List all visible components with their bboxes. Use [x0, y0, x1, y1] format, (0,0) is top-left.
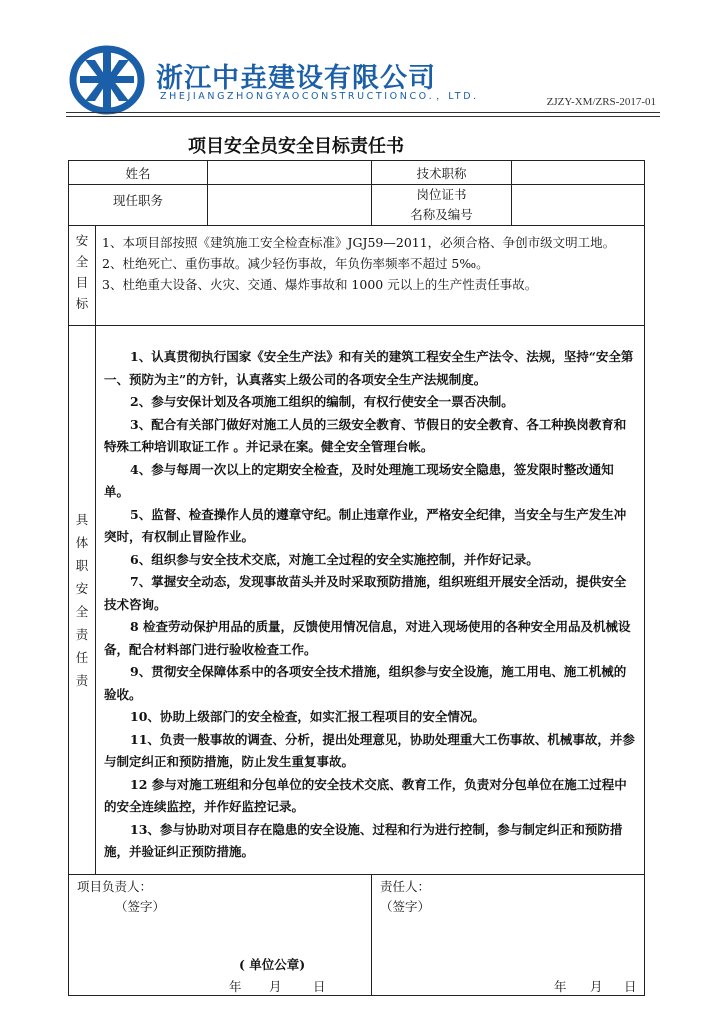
goals-label-char: 安 [75, 233, 89, 248]
right-date-year: 年 [554, 978, 567, 994]
cert-label-line2: 名称及编号 [410, 207, 473, 222]
project-leader-sign-hint: （签字） [115, 898, 166, 914]
goal-item: 1、本项目部按照《建筑施工安全检查标准》JGJ59—2011，必须合格、争创市级文明工地。 [102, 235, 616, 250]
resp-label-char: 全 [75, 603, 89, 619]
tech-title-value [512, 161, 645, 185]
name-label: 姓名 [69, 161, 208, 185]
position-value [208, 185, 372, 226]
position-label: 现任职务 [69, 185, 208, 226]
goal-item: 2、杜绝死亡、重伤事故。减少轻伤事故，年负伤率频率不超过 5‰。 [102, 256, 489, 271]
resp-label-char: 任 [75, 649, 89, 665]
responsibility-item: 11、负责一般事故的调查、分析，提出处理意见，协助处理重大工伤事故、机械事故，并参与制定纠正和预防措施，防止发生重复事故。 [104, 731, 635, 769]
responsibility-item: 5、监督、检查操作人员的遵章守纪。制止违章作业，严格安全纪律，当安全与生产发生冲突时，有权制止冒险作业。 [104, 506, 627, 544]
goals-label [69, 226, 96, 326]
right-date-month: 月 [590, 978, 603, 994]
right-date-day: 日 [624, 978, 637, 994]
name-value [208, 161, 372, 185]
project-leader-sign-cell [69, 874, 372, 995]
resp-label-char: 体 [75, 534, 89, 550]
responsibilities-label [69, 326, 96, 875]
goals-label-char: 全 [75, 254, 89, 269]
left-date-day: 日 [313, 978, 326, 994]
responsible-person-sign-cell [372, 874, 645, 995]
responsibility-item: 13、参与协助对项目存在隐患的安全设施、过程和行为进行控制，参与制定纠正和预防措施，并验证纠正预防措施。 [104, 821, 623, 859]
left-date-year: 年 [229, 978, 242, 994]
responsibility-item: 9、贯彻安全保障体系中的各项安全技术措施，组织参与安全设施，施工用电、施工机械的验收。 [104, 664, 627, 702]
responsibility-form [68, 160, 645, 996]
page-title: 项目安全员安全目标责任书 [188, 136, 404, 157]
project-leader-label: 项目负责人： [77, 878, 153, 894]
responsibilities-content [96, 326, 645, 875]
responsible-person-sign-hint: （签字） [380, 898, 431, 914]
header-divider [66, 112, 660, 113]
responsible-person-label: 责任人： [380, 878, 431, 894]
goals-content [96, 226, 645, 326]
left-date-month: 月 [269, 978, 282, 994]
document-code: ZJZY-XM/ZRS-2017-01 [546, 96, 656, 108]
goals-label-char: 目 [75, 275, 89, 290]
responsibility-item: 6、组织参与安全技术交底，对施工全过程的安全实施控制，并作好记录。 [130, 551, 539, 567]
resp-label-char: 具 [75, 511, 89, 527]
responsibility-item: 12 参与对施工班组和分包单位的安全技术交底、教育工作，负责对分包单位在施工过程中的安全连续监控，并作好监控记录。 [104, 776, 627, 814]
responsibility-item: 8 检查劳动保护用品的质量，反馈使用情况信息，对进入现场使用的各种安全用品及机械设备，配合材料部门进行验收检查工作。 [104, 619, 631, 657]
responsibility-item: 1、认真贯彻执行国家《安全生产法》和有关的建筑工程安全生产法令、法规，坚持“安全第一、预防为主”的方针，认真落实上级公司的各项安全生产法规制度。 [104, 349, 634, 387]
responsibility-item: 7、掌握安全动态，发现事故苗头并及时采取预防措施，组织班组开展安全活动，提供安全技术咨询。 [104, 574, 627, 612]
company-name-cn: 浙江中垚建设有限公司 [156, 63, 436, 94]
header-divider-thin [66, 116, 660, 117]
resp-label-char: 职 [75, 557, 89, 573]
cert-value [512, 185, 645, 226]
responsibility-item: 3、配合有关部门做好对施工人员的三级安全教育、节假日的安全教育、各工种换岗教育和特殊工种培训取证工作 。并记录在案。健全安全管理台帐。 [104, 416, 627, 454]
tech-title-label: 技术职称 [372, 161, 512, 185]
cert-label-line1: 岗位证书 [416, 187, 467, 202]
company-name-en: ZHEJIANGZHONGYAOCONSTRUCTIONCO．，LTD． [160, 91, 486, 102]
cert-label [372, 185, 512, 226]
responsibility-item: 10、协助上级部门的安全检查，如实汇报工程项目的安全情况。 [130, 709, 485, 724]
goal-item: 3、杜绝重大设备、火灾、交通、爆炸事故和 1000 元以上的生产性责任事故。 [102, 277, 538, 292]
unit-seal-label: ( 单位公章) [239, 956, 306, 972]
responsibility-item: 2、参与安保计划及各项施工组织的编制，有权行使安全一票否决制。 [130, 394, 514, 409]
responsibility-item: 4、参与每周一次以上的定期安全检查，及时处理施工现场安全隐患，签发限时整改通知单。 [104, 461, 614, 499]
resp-label-char: 责 [75, 672, 89, 688]
resp-label-char: 安 [75, 580, 89, 596]
goals-label-char: 标 [75, 296, 89, 311]
resp-label-char: 责 [75, 626, 89, 642]
company-logo-icon [68, 44, 146, 116]
